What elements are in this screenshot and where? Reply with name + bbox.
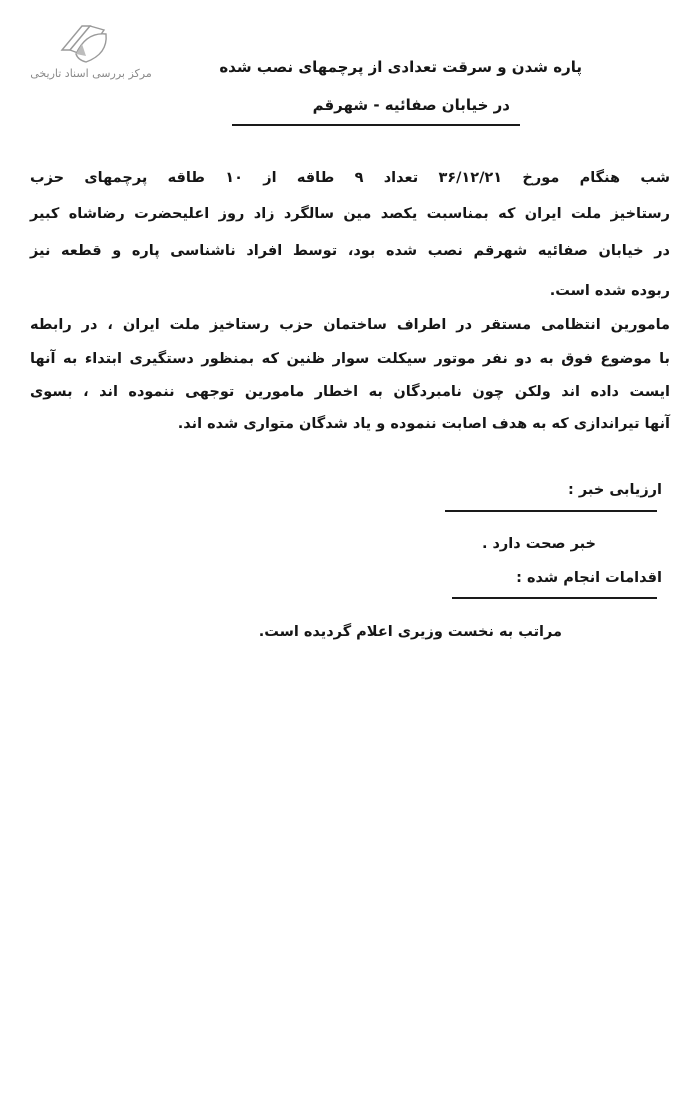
archive-logo [26,20,156,86]
body-line-8: آنها تیراندازی که به هدف اصابت ننموده و یاد شدگان متواری شده اند. [177,416,670,432]
body-line-4: ربوده شده است. [549,283,670,299]
body-line-3: در خیابان صفائیه شهرقم نصب شده بود، توسط افراد ناشناسی پاره و قطعه نیز [30,243,670,259]
actions-text: مراتب به نخست وزیری اعلام گردیده است. [258,624,562,640]
evaluation-text: خبر صحت دارد . [481,536,596,552]
document-subtitle: در خیابان صفائیه - شهرقم [312,96,510,114]
body-line-7: ایست داده اند ولکن چون نامبردگان به اخطار مامورین توجهی ننموده اند ، بسوی [30,384,670,400]
book-logo-icon [56,20,112,66]
body-line-2: رستاخیز ملت ایران که بمناسبت یکصد مین سالگرد زاد روز اعلیحضرت رضاشاه کبیر [30,206,670,222]
body-line-5: مامورین انتظامی مستقر در اطراف ساختمان حزب رستاخیز ملت ایران ، در رابطه [30,317,670,333]
document-title: پاره شدن و سرقت تعدادی از پرچمهای نصب شده [219,58,582,76]
body-line-6: با موضوع فوق به دو نفر موتور سیکلت سوار ظنین که بمنظور دستگیری ابتداء به آنها [30,351,670,367]
actions-heading: اقدامات انجام شده : [516,570,662,586]
body-line-1: شب هنگام مورخ ۳۶/۱۲/۲۱ تعداد ۹ طاقه از ۱۰ طاقه پرچمهای حزب [30,170,670,186]
title-underline [232,124,520,126]
archive-logo-text: مرکز بررسی اسناد تاریخی [30,67,152,80]
evaluation-underline [445,510,657,512]
evaluation-heading: ارزیابی خبر : [568,482,662,498]
actions-underline [452,597,657,599]
